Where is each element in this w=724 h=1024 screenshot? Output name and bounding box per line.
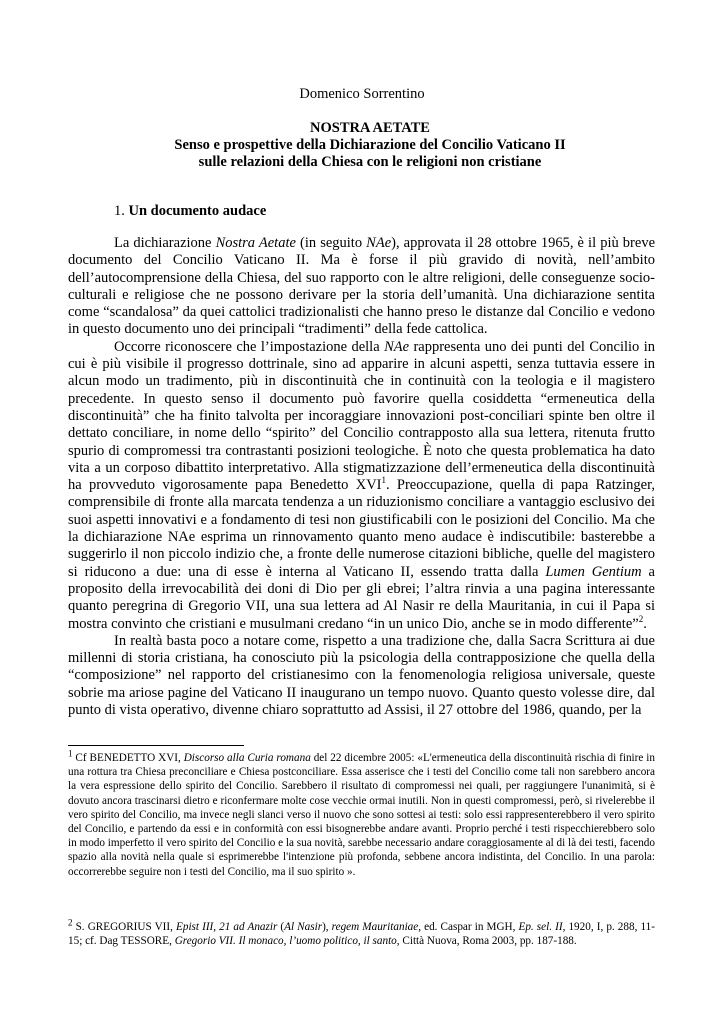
italic-run: Lumen Gentium	[545, 563, 642, 580]
subtitle-line-1: Senso e prospettive della Dichiarazione del Concilio Vaticano II	[174, 137, 566, 153]
text-run: S. GREGORIUS VII,	[72, 921, 177, 933]
text-run: ),	[322, 921, 332, 933]
text-run: ), approvata il 28 ottobre 1965, è il più breve documento del Concilio Vaticano II. Ma è forse il più gravido di novità, nell’ambito dell’autocomprensione della Chiesa, del suo rapporto con le altre religioni, delle conseguenze socio-culturali e religiose che ne possono derivare per la storia dell’umanità. Una dichiarazione sentita come “scandalosa” da quei cattolici tradizionalisti che hanno preso le distanze dal Concilio e vedono in questo documento uno dei principali “tradimenti” della fede cattolica.	[68, 235, 656, 338]
text-run: Cf BENEDETTO XVI,	[72, 752, 184, 764]
author-name: Domenico Sorrentino	[299, 86, 425, 102]
italic-run: regem Mauritaniae,	[331, 921, 422, 933]
italic-run: Al Nasir	[284, 921, 323, 933]
document-title: NOSTRA AETATE	[310, 120, 430, 136]
italic-run: NAe	[384, 338, 410, 355]
text-run: , 1920, I, p. 288, 11-15; cf. Dag TESSORE,	[68, 921, 655, 948]
footnote-separator	[68, 745, 244, 746]
text-run: del 22 dicembre 2005: «L'ermeneutica della discontinuità rischia di finire in una rottura tra Chiesa preconciliare e Chiesa postconciliare. Essa asserisce che i testi del Concilio come tali non sarebbero ancora la vera espressione dello spirito del Concilio. Sarebbero il risultato di compromessi nei quali, per raggiungere l'unanimità, si è dovuto ancora trascinarsi dietro e riconfermare molte cose vecchie ormai inutili. Non in questi compromessi, però, si rivelerebbe il vero spirito del Concilio, ma invece negli slanci verso il nuovo che sono sottesi ai testi: solo essi rappresenterebbero il vero spirito del Concilio, e partendo da essi e in conformità con essi bisognerebbe andare avanti. Proprio perché i testi rispecchierebbero solo in modo imperfetto il vero spirito del Concilio e la sua novità, sarebbe necessario andare coraggiosamente al di là dei testi, facendo spazio alla novità nella quale si esprimerebbe l'intenzione più profonda, sebbene ancora indistinta, del Concilio. In una parola: occorrerebbe seguire non i testi del Concilio, ma il suo spirito ».	[68, 752, 655, 878]
text-run: rappresenta uno dei punti del Concilio in cui è più visibile il progresso dottrinale, sino ad apparire in alcuni aspetti, senza tuttavia essere in alcun modo un tradimento, più in discontinuità che in continuità con la teologia e il magistero precedente. In questo senso il documento può favorire quella cosiddetta “ermeneutica della discontinuità” che ha finito talvolta per incoraggiare innovazioni post-conciliari spinte ben oltre il dettato conciliare, in nome dello “spirito” del Concilio contrapposto alla sua lettera, ritenuta frutto spurio di compromessi tra contrastanti posizioni teologiche. È noto che questa problematica ha dato vita a un corposo dibattito interpretativo. Alla stigmatizzazione dell’ermeneutica della discontinuità ha provveduto vigorosamente papa Benedetto XVI	[68, 338, 656, 494]
paragraph-3: In realtà basta poco a notare come, rispetto a una tradizione che, dalla Sacra Scrittura ai due millenni di storia cristiana, ha conosciuto più la psicologia della contrapposizione che quella della “composizione” nel rapporto del cristianesimo con la fenomenologia religiosa universale, queste sobrie ma ariose pagine del Vaticano II inaugurano un tempo nuovo. Quanto questo volesse dire, dal punto di vista operativo, divenne chiaro soprattutto ad Assisi, il 27 ottobre del 1986, quando, per la	[68, 632, 655, 719]
footnote-number: 1	[68, 748, 73, 759]
section-heading	[114, 203, 266, 220]
footnote-ref-1[interactable]: 1	[381, 475, 386, 486]
subtitle-line-2: sulle relazioni della Chiesa con le religioni non cristiane	[198, 154, 542, 170]
footnote-2	[68, 917, 655, 948]
italic-run: Gregorio VII. Il monaco, l’uomo politico, il santo	[174, 935, 397, 948]
footnote-number: 2	[68, 917, 73, 928]
text-run: , Città Nuova, Roma 2003, pp. 187-188.	[396, 935, 577, 948]
text-run: Occorre riconoscere che l’impostazione della	[114, 338, 385, 355]
text-run: .	[643, 615, 647, 632]
section-separator: .	[121, 203, 129, 219]
italic-run: Discorso alla Curia romana	[183, 752, 311, 764]
paragraph-2	[68, 339, 655, 633]
text-run: (in seguito	[295, 235, 367, 251]
footnote-1	[68, 748, 655, 879]
body-text	[68, 235, 655, 719]
title-block	[90, 120, 650, 171]
text-run: La dichiarazione	[114, 235, 216, 251]
italic-run: NAe	[366, 235, 392, 251]
italic-run: Nostra Aetate	[215, 235, 296, 251]
section-title: Un documento audace	[128, 203, 267, 219]
footnote-ref-2[interactable]: 2	[638, 613, 644, 624]
italic-run: Ep. sel. II	[518, 921, 563, 933]
text-run: . Preoccupazione, quella di papa Ratzinger, comprensibile di fronte alla marcata tendenza a un riduzionismo conciliare a vantaggio esclusivo dei suoi aspetti innovativi e a fondamento di tesi non giustificabili con le posizioni del Concilio. Ma che la dichiarazione NAe esprima un rinnovamento quanto meno audace è indiscutibile: basterebbe a suggerirlo il non piccolo indizio che, a fronte delle numerose citazioni bibliche, quelle del magistero si riducono a due: una di esse è interna al Vaticano II, essendo tratta dalla	[68, 477, 655, 580]
text-run: (	[277, 921, 285, 933]
italic-run: Epist III, 21 ad Anazir	[176, 921, 278, 933]
text-run: ed. Caspar in MGH,	[421, 921, 519, 933]
text-run: a proposito della irrevocabilità dei doni di Dio per gli ebrei; l’altra rinvia a una pagina interessante quanto peregrina di Gregorio VII, una sua lettera ad Al Nasir re della Mauritania, in cui il Papa si mostra convinto che cristiani e musulmani credano “in un unico Dio, anche se in modo differente”	[68, 563, 655, 632]
section-number: 1	[114, 203, 122, 219]
paragraph-1	[68, 235, 655, 339]
